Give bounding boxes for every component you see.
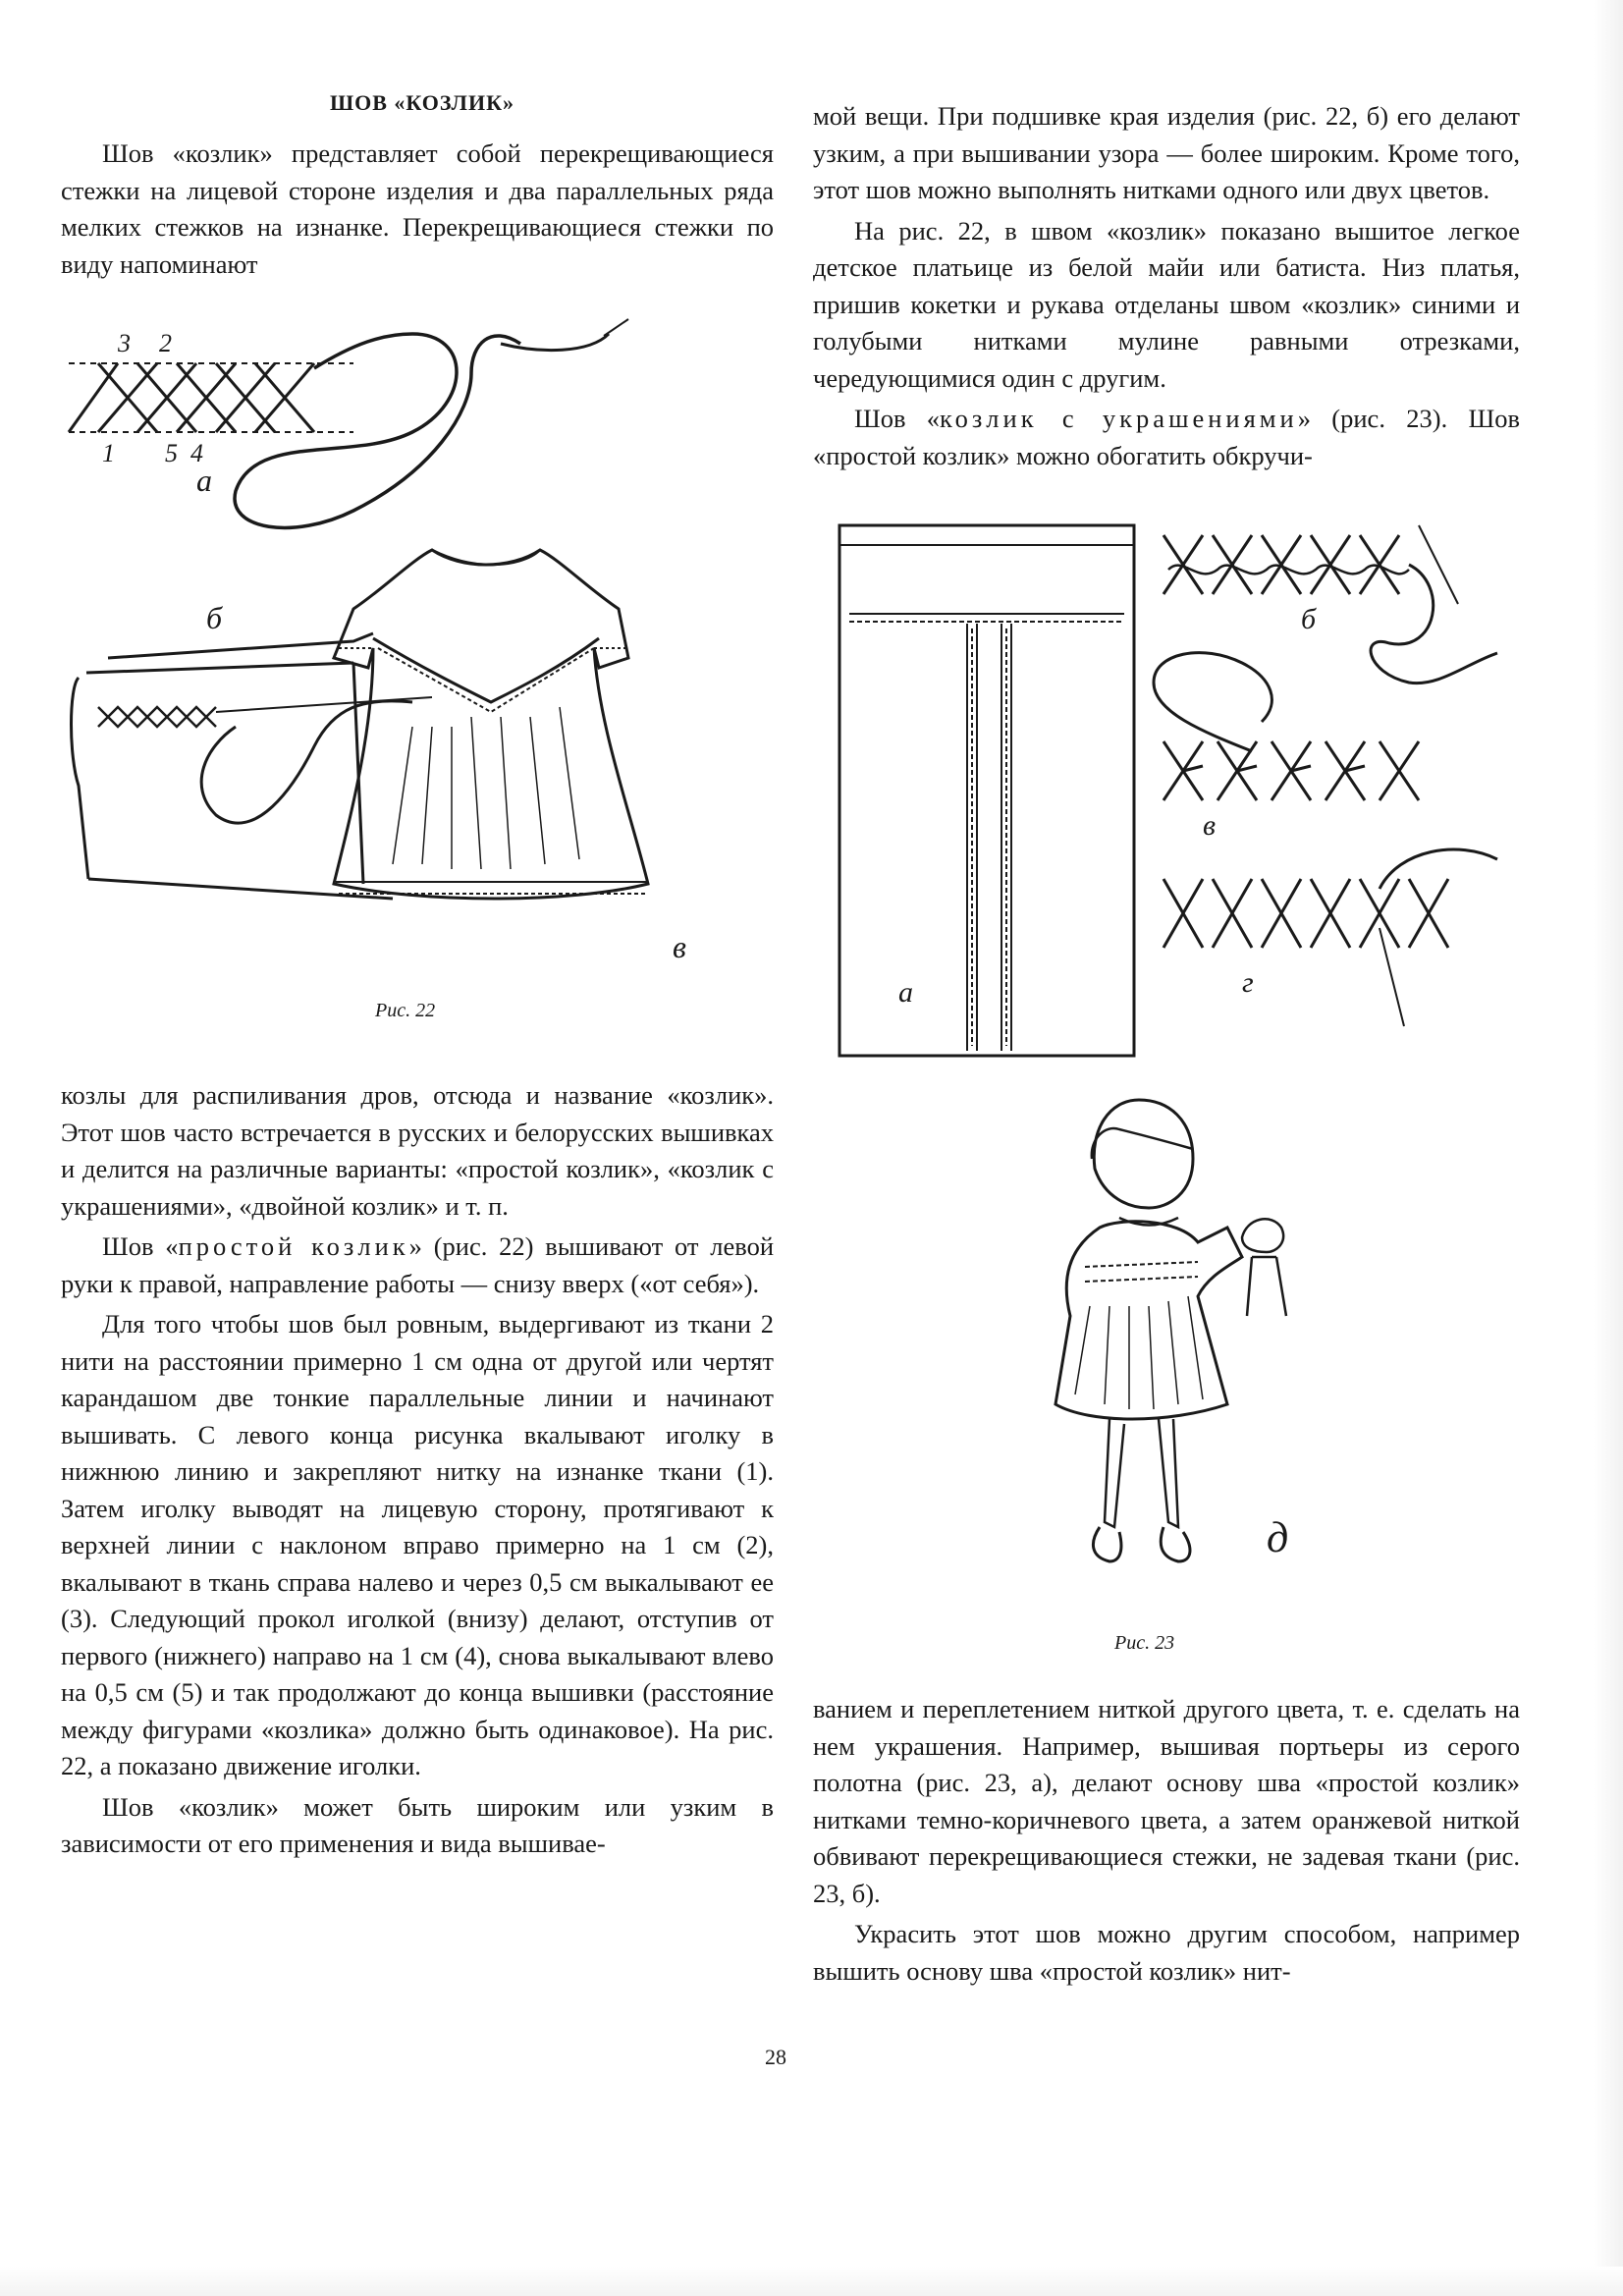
paragraph: Для того чтобы шов был ровным, выдергивают из ткани 2 нити на расстоянии примерно 1 см одна от другой или чертят карандашом две тонкие параллельные линии и начинают вышивать. С левого конца рисунка вкалывают иголку в нижнюю линию и закрепляют нитку на изнанке ткани (1). Затем иголку выводят на лицевую сторону, протягивают к верхней линии с наклоном вправо примерно на 1 см (2), вкалывают в ткань справа налево и через 0,5 см выкалывают ее (3). Следующий прокол иголкой (внизу) делают, отступив от первого (нижнего) направо на 1 см (4), снова выкалывают влево на 0,5 см (5) и так продолжают до конца вышивки (расстояние между фигурами «козлика» должно быть одинаковое). На рис. 22, а показано движение иголки.	[61, 1309, 774, 1780]
figure-22	[59, 314, 785, 982]
figure-23a-curtain-drawing	[839, 525, 1134, 1056]
figure-23-caption: Рис. 23	[1114, 1632, 1175, 1654]
spaced-term: козлик с украшениями	[940, 404, 1298, 433]
section-heading: ШОВ «КОЗЛИК»	[329, 90, 515, 115]
right-column-bottom	[813, 1691, 1520, 1990]
fig22-number-2: 2	[159, 329, 172, 357]
fig23-label-d: д	[1267, 1513, 1289, 1561]
paragraph: ванием и переплетением ниткой другого цвета, т. е. сделать на нем украшения. Например, вышивая портьеры из серого полотна (рис. 23, а), делают основу шва «простой козлик» нитками темно-коричневого цвета, а затем оранжевой ниткой обвивают перекрещивающиеся стежки, не задевая ткани (рис. 23, б).	[813, 1694, 1520, 1908]
fig22-label-a: а	[196, 463, 212, 498]
right-column-top	[813, 98, 1520, 474]
paragraph	[61, 1229, 774, 1302]
text-run: Шов «	[854, 404, 941, 433]
paragraph: На рис. 22, в швом «козлик» показано вышитое легкое детское платьице из белой майи или батиста. Низ платья, пришив кокетки и рукава отделаны швом «козлик» синими и голубыми нитками мулине равными отрезками, чередующимися один с другим.	[813, 215, 1520, 393]
left-column-bottom	[61, 1077, 774, 1863]
paragraph	[813, 401, 1520, 474]
text-run: Шов «	[102, 1231, 179, 1261]
text-run: » (рис. 22) вышивают от левой руки к правой, направление работы — снизу вверх («от себя»).	[61, 1231, 775, 1298]
spaced-term: простой козлик	[178, 1231, 409, 1261]
text-run: » (рис. 23). Шов «простой козлик» можно обогатить обкручи-	[813, 404, 1520, 470]
paragraph: мой вещи. При подшивке края изделия (рис. 22, б) его делают узким, а при вышивании узора — более широким. Кроме того, этот шов можно выполнять нитками одного или двух цветов.	[813, 101, 1520, 204]
figure-23-stitches	[830, 516, 1517, 1066]
fig22-number-1: 1	[102, 439, 115, 467]
figure-22b-hem-diagram	[72, 633, 433, 899]
figure-23v-stitch-diagram	[1154, 653, 1419, 800]
scan-edge-right	[1594, 0, 1623, 2296]
figure-22v-dress-drawing	[334, 550, 648, 899]
paragraph: Шов «козлик» представляет собой перекрещивающиеся стежки на лицевой стороне изделия и два параллельных ряда мелких стежков на изнанке. Перекрещивающиеся стежки по виду напоминают	[61, 138, 774, 279]
left-column-top	[61, 136, 774, 283]
fig22-number-4: 4	[190, 439, 203, 467]
figure-23b-stitch-diagram	[1163, 525, 1497, 683]
paragraph: козлы для распиливания дров, отсюда и название «козлик». Этот шов часто встречается в русских и белорусских вышивках и делится на различные варианты: «простой козлик», «козлик с украшениями», «двойной козлик» и т. п.	[61, 1080, 774, 1221]
fig23-label-b: б	[1301, 603, 1317, 635]
fig22-label-v: в	[673, 929, 686, 964]
fig22-number-5: 5	[165, 439, 178, 467]
paragraph: Украсить этот шов можно другим способом, например вышить основу шва «простой козлик» нит-	[813, 1919, 1520, 1986]
scan-edge-bottom	[0, 2267, 1623, 2296]
figure-22a-stitch-diagram	[69, 319, 628, 527]
figure-23d-girl-drawing	[1031, 1080, 1325, 1635]
figure-22-caption: Рис. 22	[375, 1000, 436, 1021]
fig22-number-3: 3	[118, 329, 131, 357]
page-number: 28	[765, 2045, 786, 2069]
paragraph: Шов «козлик» может быть широким или узким в зависимости от его применения и вида вышивае-	[61, 1791, 774, 1858]
figure-23g-stitch-diagram	[1163, 849, 1497, 1026]
fig23-label-g: г	[1242, 966, 1254, 999]
fig22-label-b: б	[206, 600, 223, 635]
fig23-label-v: в	[1203, 809, 1217, 842]
fig23-label-a: а	[898, 976, 913, 1009]
